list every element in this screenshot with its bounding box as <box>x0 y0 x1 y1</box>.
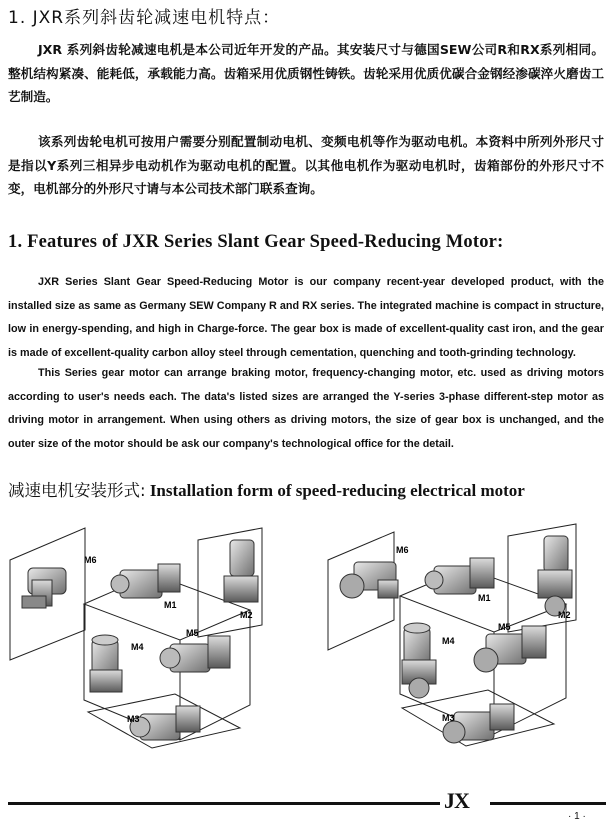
motor-m6 <box>340 562 398 598</box>
motor-m4 <box>402 623 436 698</box>
installation-title-cn: 减速电机安装形式: <box>8 481 146 500</box>
motor-m6 <box>22 568 66 608</box>
label-m4: M4 <box>442 636 455 646</box>
motor-m4 <box>90 635 122 692</box>
label-m1: M1 <box>164 600 177 610</box>
label-m1: M1 <box>478 593 491 603</box>
page-number: · 1 · <box>568 811 586 822</box>
label-m4: M4 <box>131 642 144 652</box>
paragraph-cn-2: 该系列齿轮电机可按用户需要分别配置制动电机、变频电机等作为驱动电机。本资料中所列外形尺寸是指以Y系列三相异步电动机作为驱动电机的配置。以其他电机作为驱动电机时，齿箱部份的外形尺寸不变，电机部分的外形尺寸请与本公司技术部门联系查询。 <box>8 134 604 196</box>
installation-title <box>8 477 525 501</box>
motor-m1 <box>425 558 494 594</box>
label-m5: M5 <box>498 622 511 632</box>
label-m6: M6 <box>84 555 97 565</box>
mounting-diagram-left <box>0 500 300 782</box>
motor-m5 <box>160 636 230 672</box>
paragraph-cn-1: JXR 系列斜齿轮减速电机是本公司近年开发的产品。其安装尺寸与德国SEW公司R和RX系列相同。整机结构紧凑、能耗低，承载能力高。齿箱采用优质钢性铸铁。齿轮采用优质优碳合金钢经渗碳淬火磨齿工艺制造。 <box>8 42 604 104</box>
motor-m5 <box>474 626 546 672</box>
footer-logo: JX <box>444 788 469 813</box>
paragraph-en-1: JXR Series Slant Gear Speed-Reducing Motor is our company recent-year developed product, with the installed size as same as Germany SEW Company R and RX series. The integrated machine is compact in structure, low in energy-spending, and high in Charge-force. The gear box is made of excellent-quality cast iron, and the gear is made of excellent-quality carbon alloy steel through cementation, quenching and tooth-grinding technology. <box>8 276 604 359</box>
installation-title-en: Installation form of speed-reducing electrical motor <box>145 481 525 500</box>
label-m3: M3 <box>127 714 140 724</box>
paragraph-en-2: This Series gear motor can arrange braking motor, frequency-changing motor, etc. used as driving motors according to user's needs each. The data's listed sizes are arranged the Y-series 3-phase different-step motor as driving motor in arrangement. When using others as driving motors, the size of gear box is unchanged, and the outer size of the motor should be ask our company's technological office for the detail. <box>8 367 604 450</box>
label-m2: M2 <box>240 610 253 620</box>
section-title-en: 1. Features of JXR Series Slant Gear Speed-Reducing Motor: <box>8 232 504 252</box>
label-m6: M6 <box>396 545 409 555</box>
label-m5: M5 <box>186 628 199 638</box>
label-m2: M2 <box>558 610 571 620</box>
motor-m1 <box>111 564 180 598</box>
label-m3: M3 <box>442 713 455 723</box>
motor-m2 <box>224 540 258 602</box>
footer-rule-left <box>8 802 440 805</box>
footer-rule-right <box>490 802 606 805</box>
section-title-cn: 1. JXR系列斜齿轮减速电机特点： <box>8 8 281 28</box>
mounting-diagram-right <box>318 500 608 782</box>
